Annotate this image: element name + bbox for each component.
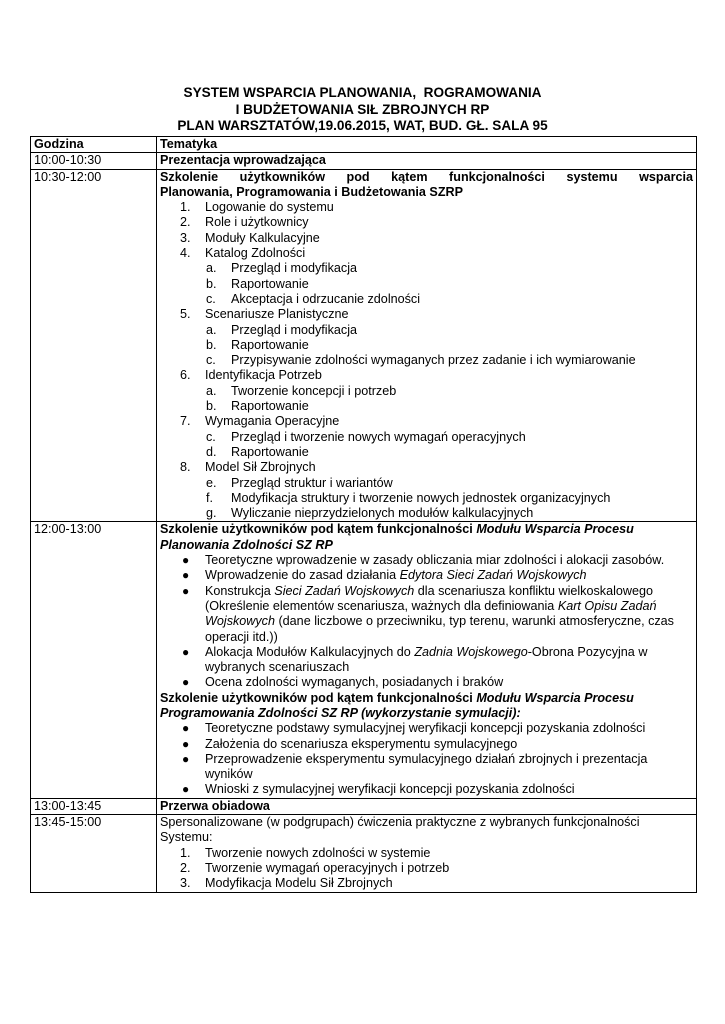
- list-item: 3. Modyfikacja Modelu Sił Zbrojnych: [180, 876, 393, 891]
- training-item-list: [160, 200, 693, 521]
- list-item: 2. Role i użytkownicy: [180, 215, 309, 230]
- sub-list-item: a. Tworzenie koncepcji i potrzeb: [206, 383, 397, 398]
- sub-list-item: c. Przypisywanie zdolności wymaganych przez zadanie i ich wymiarowanie: [206, 353, 636, 368]
- list-item: ● Wnioski z symulacyjnej weryfikacji koncepcji pozyskania zdolności: [182, 782, 575, 797]
- document-header: [0, 85, 725, 135]
- row-time: 13:00-13:45: [31, 798, 157, 814]
- sub-list-item: a. Przegląd i modyfikacja: [206, 322, 357, 337]
- list-item: ● Przeprowadzenie eksperymentu symulacyjnego działań zbrojnych i prezentacja wyników: [182, 751, 648, 782]
- sub-list-item: d. Raportowanie: [206, 444, 309, 459]
- row-time: 12:00-13:00: [31, 522, 157, 798]
- list-item: 8. Model Sił Zbrojnych: [180, 460, 316, 475]
- list-item: ● Konstrukcja Sieci Zadań Wojskowych dla scenariusza konfliktu wielkoskalowego (Określenie elementów scenariusza, ważnych dla definiowania Kart Opisu Zadań Wojskowych (dane liczbowe o przeciwniku, typ terenu, warunki atmosferyczne, czas operacji itd.)): [182, 583, 674, 644]
- list-item: ● Teoretyczne wprowadzenie w zasady obliczania miar zdolności i alokacji zasobów.: [182, 553, 665, 568]
- session-title: Szkolenie użytkowników pod kątem funkcjonalności Modułu Wsparcia Procesu Programowania Zdolności SZ RP (wykorzystanie symulacji):: [160, 690, 634, 720]
- list-item: 5. Scenariusze Planistyczne: [180, 307, 349, 322]
- list-item: ● Ocena zdolności wymaganych, posiadanych i braków: [182, 675, 504, 690]
- header-line-3: PLAN WARSZTATÓW,19.06.2015, WAT, BUD. GŁ. SALA 95: [177, 118, 548, 133]
- row-time: 10:00-10:30: [31, 153, 157, 169]
- list-item: 1. Tworzenie nowych zdolności w systemie: [180, 845, 431, 860]
- sub-list-item: c. Przegląd i tworzenie nowych wymagań operacyjnych: [206, 429, 526, 444]
- session-title-line-1: Szkolenie użytkowników pod kątem funkcjonalności systemu wsparcia: [160, 169, 693, 184]
- list-item: 2. Tworzenie wymagań operacyjnych i potrzeb: [180, 860, 450, 875]
- list-item: 6. Identyfikacja Potrzeb: [180, 368, 322, 383]
- row-time: 13:45-15:00: [31, 815, 157, 892]
- table-header-row: [31, 137, 697, 153]
- list-item: ● Wprowadzenie do zasad działania Edytora Sieci Zadań Wojskowych: [182, 568, 587, 583]
- sub-list-item: b. Raportowanie: [206, 337, 309, 352]
- sub-list-item: g. Wyliczanie nieprzydzielonych modułów kalkulacyjnych: [206, 506, 534, 521]
- session-title: Szkolenie użytkowników pod kątem funkcjonalności Modułu Wsparcia Procesu Planowania Zdolności SZ RP: [160, 522, 634, 552]
- header-line-1: SYSTEM WSPARCIA PLANOWANIA, ROGRAMOWANIA: [183, 85, 542, 100]
- list-item: 4. Katalog Zdolności: [180, 246, 306, 261]
- list-item: 3. Moduły Kalkulacyjne: [180, 230, 320, 245]
- list-item: 7. Wymagania Operacyjne: [180, 414, 340, 429]
- row-topic: [157, 522, 697, 798]
- table-row: [31, 153, 697, 169]
- session-title-line-2: Planowania, Programowania i Budżetowania SZRP: [160, 184, 464, 199]
- list-item: ● Teoretyczne podstawy symulacyjnej weryfikacji koncepcji pozyskania zdolności: [182, 721, 646, 736]
- sub-list-item: b. Raportowanie: [206, 276, 309, 291]
- table-row: [31, 815, 697, 892]
- table-row: [31, 522, 697, 798]
- list-item: ● Założenia do scenariusza eksperymentu symulacyjnego: [182, 736, 518, 751]
- sub-list-item: c. Akceptacja i odrzucanie zdolności: [206, 291, 421, 306]
- sub-list-item: e. Przegląd struktur i wariantów: [206, 475, 393, 490]
- table-row: [31, 798, 697, 814]
- row-topic: Prezentacja wprowadzająca: [157, 153, 697, 169]
- sub-list-item: b. Raportowanie: [206, 399, 309, 414]
- sub-list-item: a. Przegląd i modyfikacja: [206, 261, 357, 276]
- session-intro: Spersonalizowane (w podgrupach) ćwiczenia praktyczne z wybranych funkcjonalności Systemu:: [160, 815, 640, 845]
- row-topic: Przerwa obiadowa: [157, 798, 697, 814]
- row-topic: [157, 169, 697, 522]
- list-item: 1. Logowanie do systemu: [180, 200, 334, 215]
- sub-list-item: f. Modyfikacja struktury i tworzenie nowych jednostek organizacyjnych: [206, 490, 611, 505]
- row-topic: [157, 815, 697, 892]
- list-item: ● Alokacja Modułów Kalkulacyjnych do Zadnia Wojskowego-Obrona Pozycyjna w wybranych scenariuszach: [182, 644, 648, 675]
- header-line-2: I BUDŻETOWANIA SIŁ ZBROJNYCH RP: [235, 101, 490, 117]
- column-header-topic: Tematyka: [157, 137, 697, 153]
- row-time: 10:30-12:00: [31, 169, 157, 522]
- table-row: [31, 169, 697, 522]
- agenda-table: [30, 136, 697, 893]
- column-header-time: Godzina: [31, 137, 157, 153]
